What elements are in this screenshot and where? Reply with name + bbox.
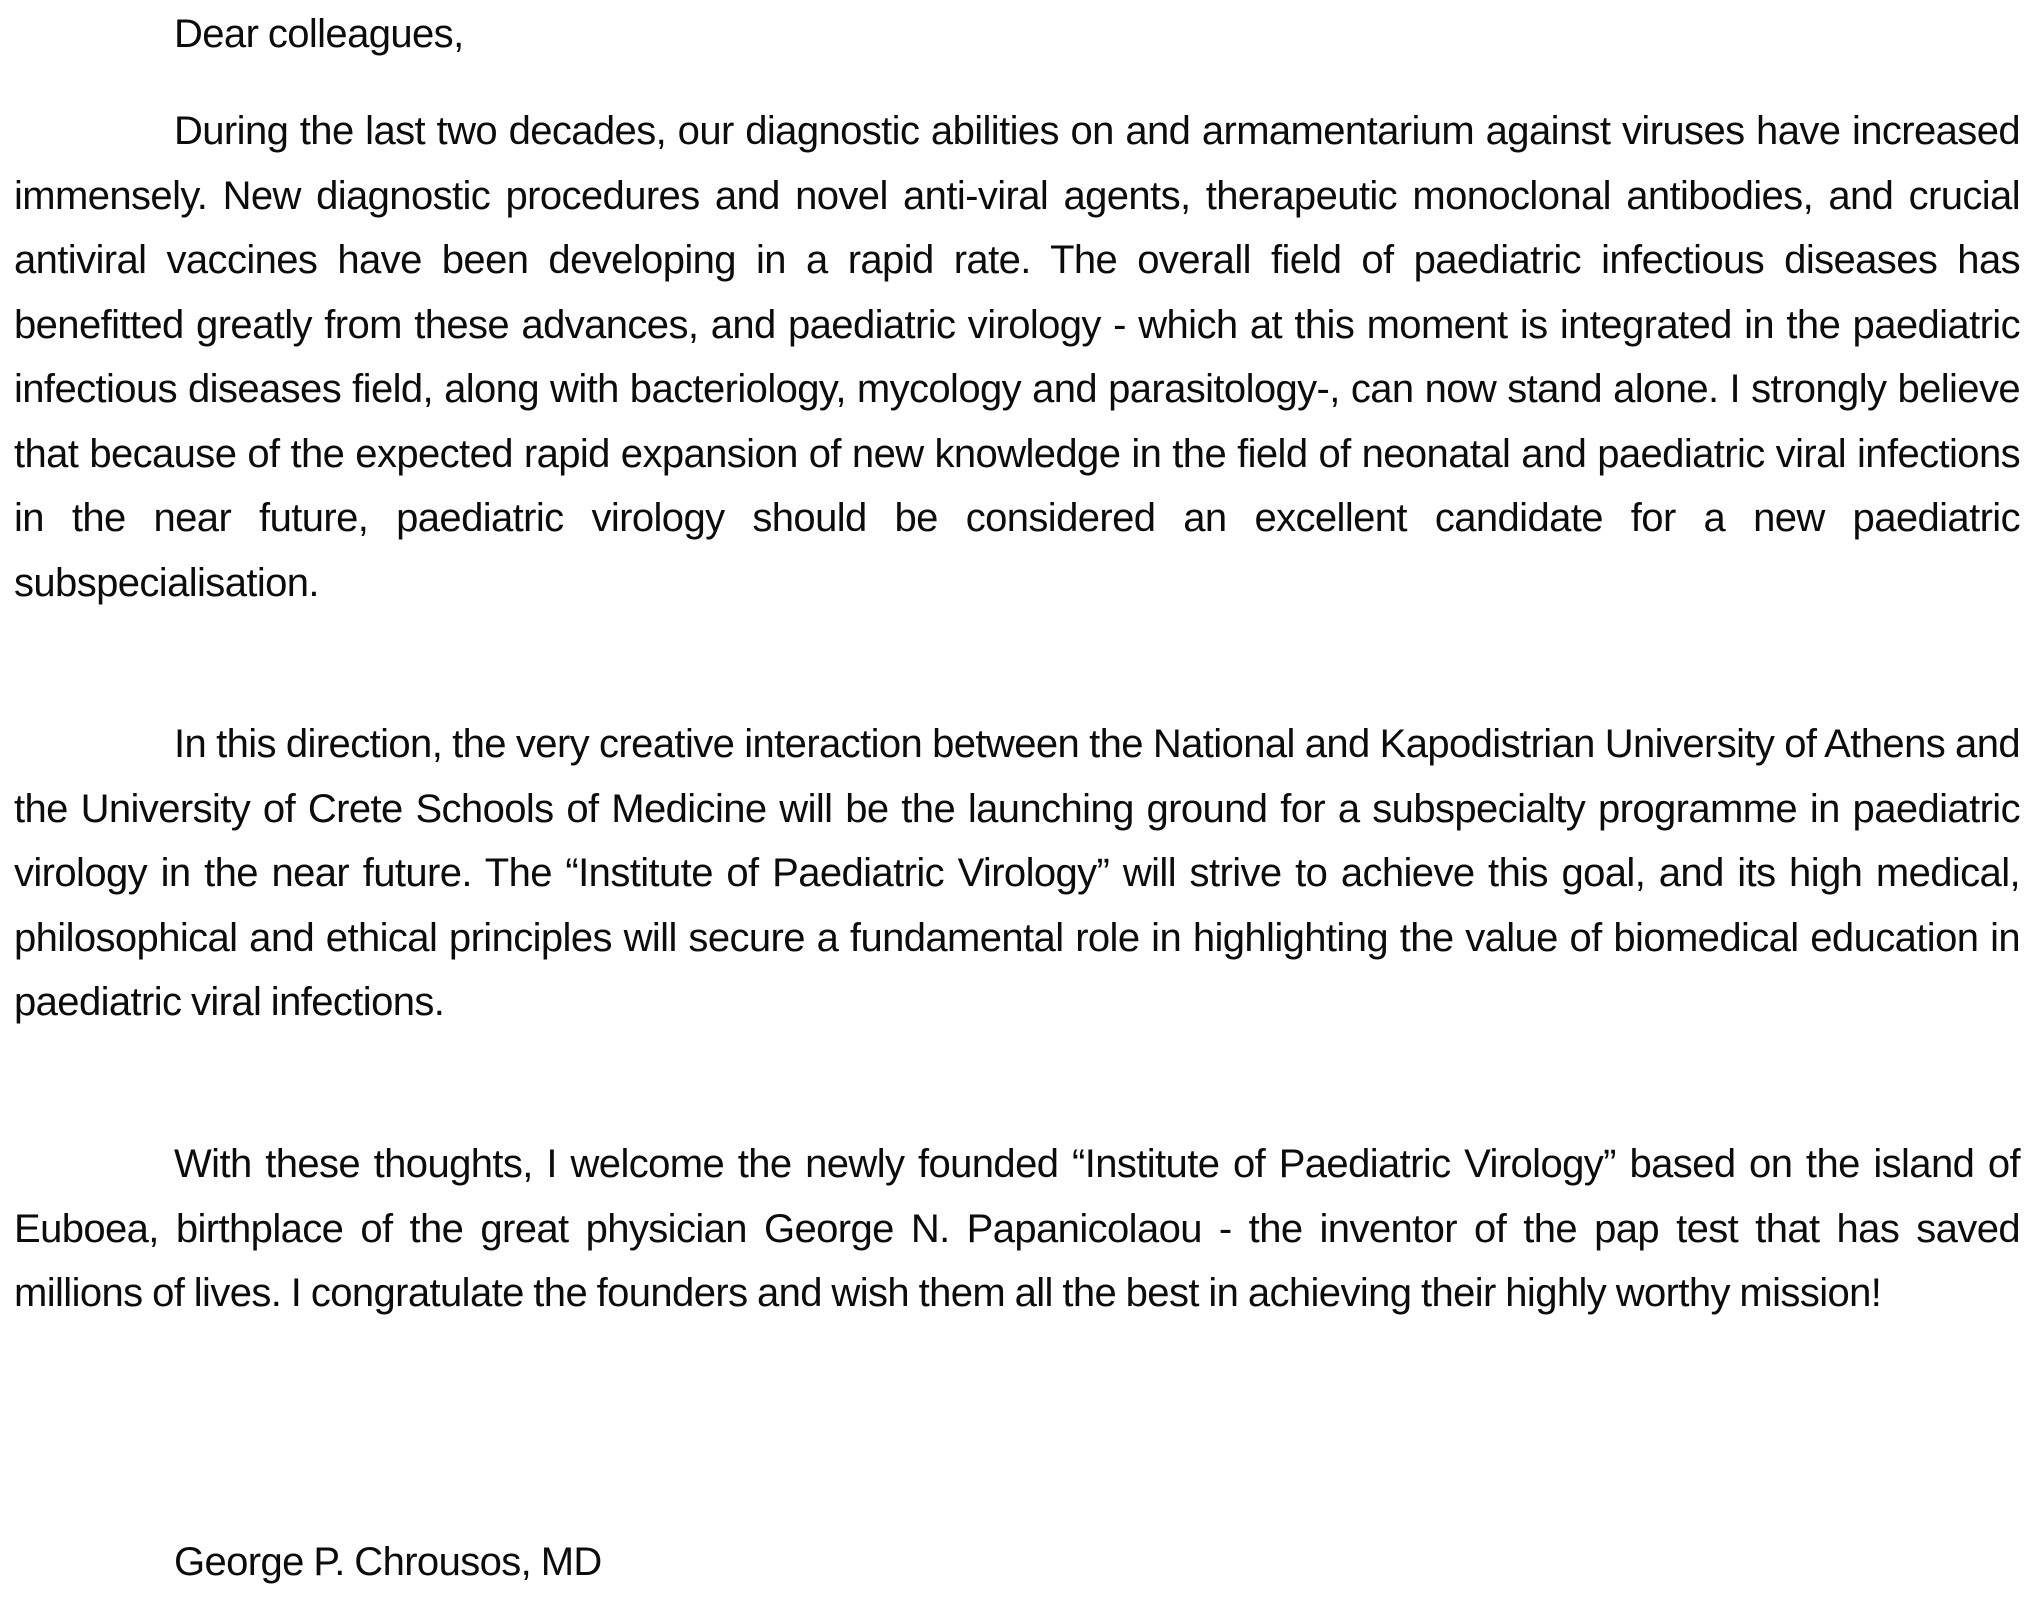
paragraph-subspecialty-programme: In this direction, the very creative interaction between the National and Kapodistrian University of Athens and the University of Crete Schools of Medicine will be the launching ground for a subspecialty programme in paediatric virology in the near future. The “Institute of Paediatric Virology” will strive to achieve this goal, and its high medical, philosophical and ethical principles will secure a fundamental role in highlighting the value of biomedical education in paediatric viral infections. — [14, 722, 2020, 1024]
salutation: Dear colleagues, — [174, 12, 464, 56]
paragraph-diagnostic-advances: During the last two decades, our diagnostic abilities on and armamentarium against viruses have increased immensely. New diagnostic procedures and novel anti-viral agents, therapeutic monoclonal antibodies, and crucial antiviral vaccines have been developing in a rapid rate. The overall field of paediatric infectious diseases has benefitted greatly from these advances, and paediatric virology - which at this moment is integrated in the paediatric infectious diseases field, along with bacteriology, mycology and parasitology-, can now stand alone. I strongly believe that because of the expected rapid expansion of new knowledge in the field of neonatal and paediatric viral infections in the near future, paediatric virology should be considered an excellent candidate for a new paediatric subspecialisation. — [14, 109, 2020, 605]
signature: George P. Chrousos, MD — [174, 1540, 602, 1584]
paragraph-welcome-institute: With these thoughts, I welcome the newly founded “Institute of Paediatric Virology” based on the island of Euboea, birthplace of the great physician George N. Papanicolaou - the inventor of the pap test that has saved millions of lives. I congratulate the founders and wish them all the best in achieving their highly worthy mission! — [14, 1142, 2020, 1315]
